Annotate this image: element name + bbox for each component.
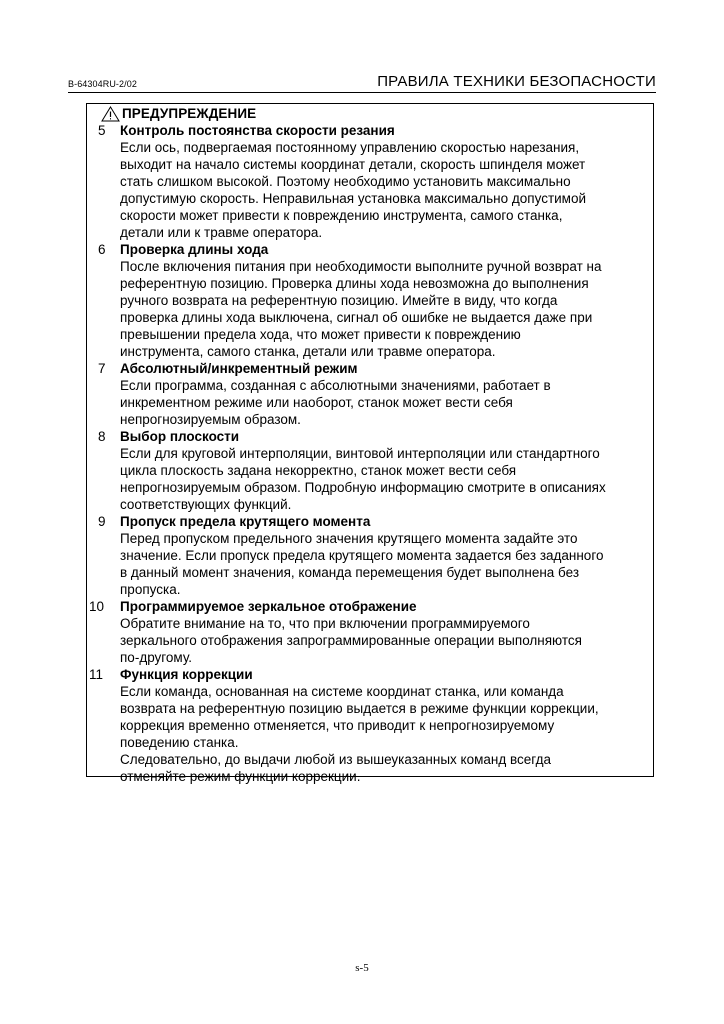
item-text-line: стать слишком высокой. Поэтому необходимо установить максимально (120, 174, 571, 189)
item-title: Пропуск предела крутящего момента (120, 514, 371, 529)
page-number: s-5 (355, 962, 369, 974)
item-text-line: возврата на референтную позицию выдается в режиме функции коррекции, (120, 701, 599, 716)
item-number: 6 (98, 242, 106, 257)
item-text-line: зеркального отображения запрограммированные операции выполняются (120, 633, 582, 648)
warning-items (87, 122, 653, 785)
item-title: Выбор плоскости (120, 429, 240, 444)
item-text-line: поведению станка. (120, 735, 239, 750)
warning-header (101, 105, 256, 122)
item-text-line: соответствующих функций. (120, 497, 292, 512)
header-divider (68, 92, 656, 93)
warning-box (86, 103, 654, 784)
warning-triangle-icon (101, 106, 120, 122)
item-text-line: Перед пропуском предельного значения крутящего момента задайте это (120, 531, 578, 546)
item-text-line: детали или к травме оператора. (120, 225, 323, 240)
item-number: 8 (98, 429, 106, 444)
item-text-line: пропуска. (120, 582, 181, 597)
item-title: Функция коррекции (120, 667, 253, 682)
item-text-line: выходит на начало системы координат детали, скорость шпинделя может (120, 157, 586, 172)
item-text-line: ручного возврата на референтную позицию. Имейте в виду, что когда (120, 293, 558, 308)
item-text-line: по-другому. (120, 650, 193, 665)
item-text-line: Если для круговой интерполяции, винтовой интерполяции или стандартного (120, 446, 600, 461)
warning-item (87, 513, 653, 598)
item-text-line: допустимую скорость. Неправильная установка максимально допустимой (120, 191, 586, 206)
document-code: B-64304RU-2/02 (68, 79, 137, 89)
item-number: 9 (98, 514, 106, 529)
item-title: Проверка длины хода (120, 242, 269, 257)
item-text-line: в данный момент значения, команда перемещения будет выполнена без (120, 565, 580, 580)
page-title: ПРАВИЛА ТЕХНИКИ БЕЗОПАСНОСТИ (377, 73, 656, 90)
item-text-line: Обратите внимание на то, что при включении программируемого (120, 616, 530, 631)
item-text-line: коррекция временно отменяется, что приводит к непрогнозируемому (120, 718, 555, 733)
item-text-line: непрогнозируемым образом. (120, 412, 301, 427)
item-title: Контроль постоянства скорости резания (120, 123, 395, 138)
item-text-line: Если ось, подвергаемая постоянному управлению скоростью нарезания, (120, 140, 580, 155)
item-number: 11 (89, 667, 104, 682)
warning-item (87, 360, 653, 428)
item-number: 10 (89, 599, 105, 614)
item-text-line: Если команда, основанная на системе координат станка, или команда (120, 684, 564, 699)
item-title: Программируемое зеркальное отображение (120, 599, 417, 614)
item-text-line: Если программа, созданная с абсолютными значениями, работает в (120, 378, 551, 393)
item-text-line: инкрементном режиме или наоборот, станок может вести себя (120, 395, 513, 410)
warning-item (87, 666, 653, 785)
item-text-line: После включения питания при необходимости выполните ручной возврат на (120, 259, 602, 274)
warning-heading: ПРЕДУПРЕЖДЕНИЕ (122, 106, 257, 121)
item-text-line: отменяйте режим функции коррекции. (120, 769, 361, 784)
item-number: 5 (98, 123, 106, 138)
item-text-line: значение. Если пропуск предела крутящего момента задается без заданного (120, 548, 604, 563)
item-text-line: проверка длины хода выключена, сигнал об ошибке не выдается даже при (120, 310, 593, 325)
item-text-line: непрогнозируемым образом. Подробную информацию смотрите в описаниях (120, 480, 606, 495)
item-text-line: скорости может привести к повреждению инструмента, самого станка, (120, 208, 563, 223)
item-text-line: инструмента, самого станка, детали или травме оператора. (120, 344, 496, 359)
item-number: 7 (98, 361, 106, 376)
item-title: Абсолютный/инкрементный режим (120, 361, 358, 376)
item-text-line: цикла плоскость задана некорректно, станок может вести себя (120, 463, 517, 478)
warning-item (87, 598, 653, 666)
warning-item (87, 428, 653, 513)
item-text-line: Следовательно, до выдачи любой из вышеуказанных команд всегда (120, 752, 551, 767)
warning-item (87, 241, 653, 360)
item-text-line: референтную позицию. Проверка длины хода невозможна до выполнения (120, 276, 589, 291)
item-text-line: превышении предела хода, что может привести к повреждению (120, 327, 521, 342)
warning-item (87, 122, 653, 241)
